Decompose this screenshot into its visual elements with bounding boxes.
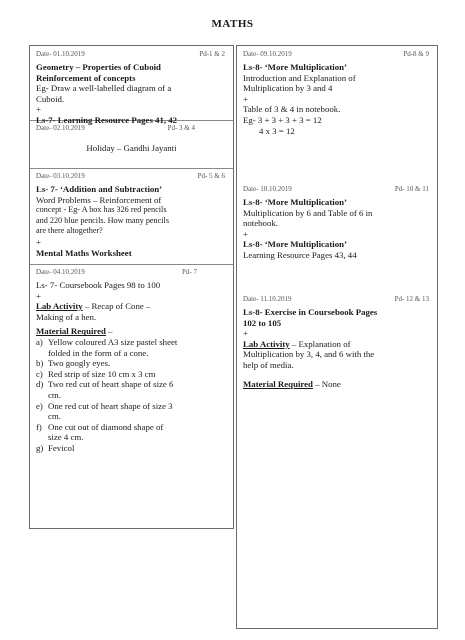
- entry-line: and 220 blue pencils. How many pencils: [36, 215, 170, 225]
- plus-line: +: [36, 290, 41, 301]
- date-row: [237, 46, 437, 58]
- date-row: [237, 291, 437, 303]
- lab-activity-text: Making of a hen.: [36, 311, 97, 322]
- entry-10-10-2019: [237, 181, 437, 291]
- material-item: [36, 443, 227, 454]
- date-row: [30, 46, 233, 58]
- item-text: Red strip of size 10 cm x 3 cm: [48, 368, 156, 379]
- entry-line: Ls-8- ‘More Multiplication’: [243, 197, 347, 207]
- entry-period: Pd- 10 & 11: [394, 185, 429, 193]
- entry-line: are there altogether?: [36, 226, 103, 236]
- entry-03-10-2019: [30, 168, 233, 265]
- entry-line: 102 to 105: [243, 317, 282, 328]
- entry-line: Eg- 3 + 3 + 3 + 3 = 12: [243, 114, 322, 125]
- date-row: [30, 264, 233, 276]
- item-text: Two red cut of heart shape of size 6: [48, 379, 174, 390]
- material-required-text: – None: [312, 378, 341, 389]
- entry-date: Date- 02.10.2019: [36, 124, 85, 132]
- lab-activity-text: Multiplication by 3, 4, and 6 with the: [243, 349, 375, 360]
- right-column: [236, 45, 438, 629]
- lab-activity-text: – Recap of Cone –: [82, 301, 151, 312]
- entry-line: +: [243, 228, 248, 239]
- entry-02-10-2019: [30, 120, 233, 169]
- entry-body: [237, 303, 437, 389]
- item-text: One red cut of heart shape of size 3: [48, 400, 173, 411]
- entry-body: [30, 58, 233, 126]
- material-required-text: –: [105, 326, 113, 337]
- entry-period: Pd- 7: [182, 268, 197, 276]
- item-marker: b): [36, 358, 44, 369]
- entry-line: Cuboid.: [36, 93, 65, 104]
- entry-period: Pd- 5 & 6: [197, 172, 225, 180]
- entry-line: concept - Eg- A box has 326 red pencils: [36, 205, 167, 215]
- entry-line: Ls-7- Learning Resource Pages 41, 42: [36, 114, 178, 125]
- entry-period: Pd- 12 & 13: [394, 295, 429, 303]
- entry-period: Pd-8 & 9: [403, 50, 429, 58]
- entry-line: notebook.: [243, 218, 278, 229]
- entry-body: [237, 58, 437, 136]
- entry-line: Multiplication by 3 and 4: [243, 83, 333, 94]
- item-text: cm.: [48, 411, 61, 422]
- entry-line: Ls-8- Exercise in Coursebook Pages: [243, 307, 378, 317]
- page-title: MATHS: [211, 18, 254, 30]
- date-row: [30, 168, 233, 180]
- entry-date: Date- 04.10.2019: [36, 268, 85, 276]
- item-text: One cut out of diamond shape of: [48, 421, 164, 432]
- date-row: [237, 181, 437, 193]
- item-marker: a): [36, 336, 43, 347]
- item-text: Fevicol: [48, 442, 75, 453]
- entry-date: Date- 01.10.2019: [36, 50, 85, 58]
- item-text: cm.: [48, 389, 61, 400]
- material-item: [36, 422, 227, 443]
- material-item: [36, 379, 227, 400]
- material-item: [36, 369, 227, 380]
- entry-09-10-2019: [237, 46, 437, 181]
- entry-date: Date- 03.10.2019: [36, 172, 85, 180]
- lab-activity-text: – Explanation of: [289, 338, 351, 349]
- material-required-label: Material Required: [36, 326, 106, 337]
- left-column: [29, 45, 234, 529]
- item-marker: e): [36, 400, 43, 411]
- entry-line: Reinforcement of concepts: [36, 72, 136, 83]
- entry-period: Pd- 3 & 4: [167, 124, 195, 132]
- entry-11-10-2019: [237, 291, 437, 431]
- lab-activity-label: Lab Activity: [243, 338, 290, 349]
- lab-activity-label: Lab Activity: [36, 301, 83, 312]
- item-marker: c): [36, 368, 43, 379]
- entry-line: Eg- Draw a well-labelled diagram of a: [36, 83, 172, 94]
- entry-01-10-2019: [30, 46, 233, 125]
- entry-line: Ls-8- ‘More Multiplication’: [243, 62, 347, 72]
- entry-line: Table of 3 & 4 in notebook.: [243, 104, 341, 115]
- entry-body: [30, 180, 233, 258]
- item-marker: f): [36, 421, 42, 432]
- entry-period: Pd-1 & 2: [199, 50, 225, 58]
- entry-line: Multiplication by 6 and Table of 6 in: [243, 207, 373, 218]
- date-row: [30, 120, 233, 132]
- item-text: Yellow coloured A3 size pastel sheet: [48, 336, 178, 347]
- entry-date: Date- 09.10.2019: [243, 50, 292, 58]
- item-text: size 4 cm.: [48, 432, 84, 443]
- material-item: [36, 337, 227, 358]
- entry-line: +: [36, 104, 41, 115]
- coursebook-line: Ls- 7- Coursebook Pages 98 to 100: [36, 280, 161, 290]
- entry-04-10-2019: [30, 264, 233, 528]
- entry-line: Mental Maths Worksheet: [36, 247, 132, 258]
- entry-line: +: [243, 93, 248, 104]
- holiday-text: Holiday – Gandhi Jayanti: [86, 143, 177, 153]
- entry-date: Date- 11.10.2019: [243, 295, 292, 303]
- entry-line: Geometry – Properties of Cuboid: [36, 62, 161, 72]
- item-text: Two googly eyes.: [48, 358, 111, 369]
- entry-line: +: [243, 328, 248, 339]
- material-required-label: Material Required: [243, 378, 313, 389]
- entry-body: [30, 276, 233, 454]
- entry-line: +: [36, 236, 41, 247]
- lab-activity-text: help of media.: [243, 359, 294, 370]
- item-marker: g): [36, 442, 44, 453]
- material-item: [36, 401, 227, 422]
- item-marker: d): [36, 379, 44, 390]
- entry-line: Word Problems – Reinforcement of: [36, 194, 162, 205]
- entry-line: Learning Resource Pages 43, 44: [243, 249, 357, 260]
- entry-line: Ls- 7- ‘Addition and Subtraction’: [36, 184, 163, 194]
- entry-line: Ls-8- ‘More Multiplication’: [243, 239, 347, 250]
- entry-body: [237, 193, 437, 261]
- entry-line: Introduction and Explanation of: [243, 72, 356, 83]
- entry-date: Date- 10.10.2019: [243, 185, 292, 193]
- item-text: folded in the form of a cone.: [48, 347, 149, 358]
- entry-line: 4 x 3 = 12: [259, 125, 295, 136]
- material-item: [36, 358, 227, 369]
- entry-body: [30, 132, 233, 154]
